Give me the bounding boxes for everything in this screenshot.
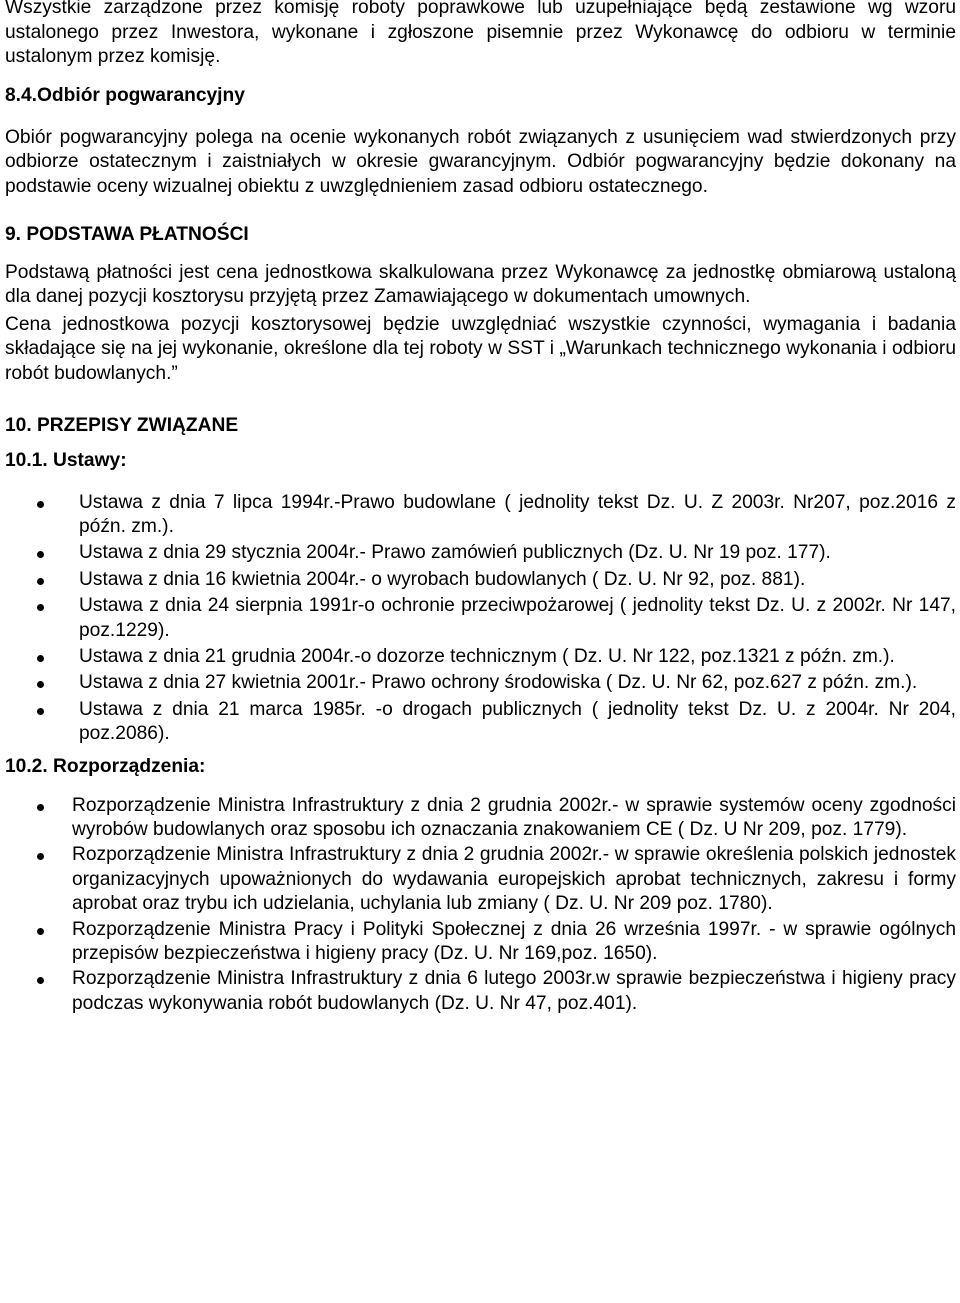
laws-list	[5, 491, 956, 747]
section-9-heading: 9. PODSTAWA PŁATNOŚCI	[5, 223, 249, 245]
bullet-icon	[37, 804, 44, 811]
regulations-list	[5, 794, 956, 1017]
bullet-icon	[37, 977, 44, 984]
list-item	[5, 967, 956, 1016]
list-item	[5, 843, 956, 916]
section-10-2-heading: 10.2. Rozporządzenia:	[5, 755, 206, 777]
list-item	[5, 918, 956, 967]
bullet-icon	[37, 928, 44, 935]
list-item-text: Ustawa z dnia 29 stycznia 2004r.- Prawo zamówień publicznych (Dz. U. Nr 19 poz. 177).	[79, 542, 831, 564]
section-10-heading: 10. PRZEPISY ZWIĄZANE	[5, 414, 239, 436]
list-item-text: Ustawa z dnia 21 marca 1985r. -o drogach publicznych ( jednolity tekst Dz. U. z 2004r. Nr 204, poz.2086).	[79, 698, 956, 745]
list-item	[5, 794, 956, 843]
list-item	[5, 541, 956, 565]
bullet-icon	[37, 501, 44, 508]
list-item-text: Rozporządzenie Ministra Infrastruktury z dnia 2 grudnia 2002r.- w sprawie systemów oceny zgodności wyrobów budowlanych oraz sposobu ich oznaczania znakowaniem CE ( Dz. U Nr 209, poz. 1779).	[72, 794, 956, 840]
list-item-text: Ustawa z dnia 16 kwietnia 2004r.- o wyrobach budowlanych ( Dz. U. Nr 92, poz. 881).	[79, 568, 806, 590]
list-item	[5, 645, 956, 669]
section-8-4-heading: 8.4.Odbiór pogwarancyjny	[5, 84, 245, 106]
list-item	[5, 594, 956, 643]
section-9-paragraph-2: Cena jednostkowa pozycji kosztorysowej będzie uwzględniać wszystkie czynności, wymagania i badania składające się na jej wykonanie, określone dla tej roboty w SST i „Warunkach technicznego wykonania i odbioru robót budowlanych.”	[5, 313, 956, 384]
list-item	[5, 671, 956, 695]
bullet-icon	[37, 655, 44, 662]
list-item-text: Ustawa z dnia 27 kwietnia 2001r.- Prawo ochrony środowiska ( Dz. U. Nr 62, poz.627 z późn. zm.).	[79, 672, 918, 694]
list-item-text: Rozporządzenie Ministra Infrastruktury z dnia 2 grudnia 2002r.- w sprawie określenia polskich jednostek organizacyjnych upoważnionych do wydawania europejskich aprobat technicznych, zakresu i formy aprobat oraz trybu ich udzielania, uchylania lub zmiany ( Dz. U. Nr 209 poz. 1780).	[72, 844, 956, 915]
list-item-text: Rozporządzenie Ministra Infrastruktury z dnia 6 lutego 2003r.w sprawie bezpieczeństwa i higieny pracy podczas wykonywania robót budowlanych (Dz. U. Nr 47, poz.401).	[72, 968, 956, 1014]
bullet-icon	[37, 578, 44, 585]
list-item	[5, 568, 956, 592]
list-item-text: Ustawa z dnia 7 lipca 1994r.-Prawo budowlane ( jednolity tekst Dz. U. Z 2003r. Nr207, poz.2016 z późn. zm.).	[79, 491, 956, 537]
bullet-icon	[37, 708, 44, 715]
list-item	[5, 491, 956, 540]
list-item-text: Rozporządzenie Ministra Pracy i Polityki Społecznej z dnia 26 września 1997r. - w sprawie ogólnych przepisów bezpieczeństwa i higieny pracy (Dz. U. Nr 169,poz. 1650).	[72, 918, 956, 965]
section-10-1-heading: 10.1. Ustawy:	[5, 449, 127, 471]
bullet-icon	[37, 681, 44, 688]
list-item-text: Ustawa z dnia 24 sierpnia 1991r-o ochronie przeciwpożarowej ( jednolity tekst Dz. U. z 2002r. Nr 147, poz.1229).	[79, 595, 956, 641]
intro-paragraph: Wszystkie zarządzone przez komisję roboty poprawkowe lub uzupełniające będą zestawione wg wzoru ustalonego przez Inwestora, wykonane i zgłoszone pisemnie przez Wykonawcę do odbioru w terminie ustalonym przez komisję.	[5, 0, 956, 68]
section-9-paragraph-1: Podstawą płatności jest cena jednostkowa skalkulowana przez Wykonawcę za jednostkę obmiarową ustaloną dla danej pozycji kosztorysu przyjętą przez Zamawiającego w dokumentach umownych.	[5, 261, 956, 308]
list-item	[5, 698, 956, 747]
list-item-text: Ustawa z dnia 21 grudnia 2004r.-o dozorze technicznym ( Dz. U. Nr 122, poz.1321 z późn. zm.).	[79, 645, 895, 667]
bullet-icon	[37, 551, 44, 558]
bullet-icon	[37, 853, 44, 860]
bullet-icon	[37, 604, 44, 611]
section-8-4-body: Obiór pogwarancyjny polega na ocenie wykonanych robót związanych z usunięciem wad stwierdzonych przy odbiorze ostatecznym i zaistniałych w okresie gwarancyjnym. Odbiór pogwarancyjny będzie dokonany na podstawie oceny wizualnej obiektu z uwzględnieniem zasad odbioru ostatecznego.	[5, 126, 956, 197]
